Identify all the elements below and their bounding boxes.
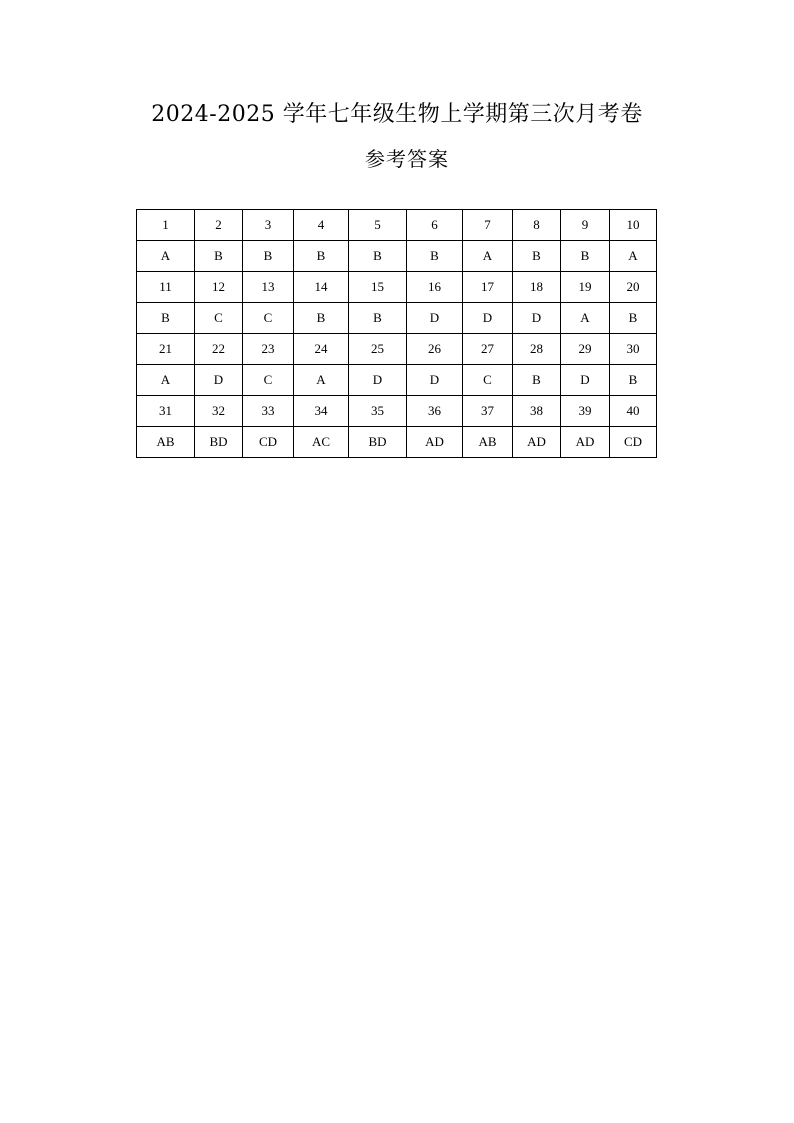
answer-cell: C <box>243 303 294 334</box>
answer-cell: C <box>195 303 243 334</box>
question-number-row <box>137 396 657 427</box>
question-number-cell: 3 <box>243 210 294 241</box>
answer-cell: B <box>195 241 243 272</box>
answer-cell: D <box>561 365 610 396</box>
question-number-cell: 39 <box>561 396 610 427</box>
answer-cell: D <box>463 303 513 334</box>
answer-cell: B <box>294 303 349 334</box>
answer-cell: B <box>513 365 561 396</box>
question-number-cell: 5 <box>349 210 407 241</box>
answer-cell: B <box>561 241 610 272</box>
question-number-cell: 19 <box>561 272 610 303</box>
answer-cell: B <box>243 241 294 272</box>
answer-cell: BD <box>349 427 407 458</box>
answer-cell: B <box>349 241 407 272</box>
question-number-cell: 32 <box>195 396 243 427</box>
question-number-cell: 25 <box>349 334 407 365</box>
question-number-cell: 18 <box>513 272 561 303</box>
answer-cell: AD <box>407 427 463 458</box>
answer-row <box>137 427 657 458</box>
answer-cell: A <box>137 365 195 396</box>
answer-cell: A <box>463 241 513 272</box>
question-number-cell: 35 <box>349 396 407 427</box>
answer-row <box>137 365 657 396</box>
answer-cell: D <box>349 365 407 396</box>
question-number-cell: 24 <box>294 334 349 365</box>
question-number-cell: 38 <box>513 396 561 427</box>
question-number-cell: 27 <box>463 334 513 365</box>
question-number-cell: 9 <box>561 210 610 241</box>
answer-table <box>136 209 657 458</box>
answer-cell: CD <box>610 427 657 458</box>
question-number-row <box>137 272 657 303</box>
question-number-cell: 12 <box>195 272 243 303</box>
answer-cell: B <box>610 365 657 396</box>
question-number-cell: 21 <box>137 334 195 365</box>
answer-cell: D <box>195 365 243 396</box>
page-title: 2024-2025 学年七年级生物上学期第三次月考卷 <box>151 102 643 127</box>
question-number-cell: 36 <box>407 396 463 427</box>
question-number-cell: 8 <box>513 210 561 241</box>
answer-cell: A <box>294 365 349 396</box>
question-number-cell: 16 <box>407 272 463 303</box>
question-number-cell: 26 <box>407 334 463 365</box>
question-number-cell: 40 <box>610 396 657 427</box>
question-number-cell: 13 <box>243 272 294 303</box>
question-number-cell: 11 <box>137 272 195 303</box>
answer-cell: AB <box>137 427 195 458</box>
page-subtitle: 参考答案 <box>365 147 449 171</box>
question-number-cell: 37 <box>463 396 513 427</box>
answer-cell: C <box>463 365 513 396</box>
answer-cell: BD <box>195 427 243 458</box>
answer-cell: B <box>513 241 561 272</box>
question-number-cell: 28 <box>513 334 561 365</box>
answer-cell: D <box>407 303 463 334</box>
question-number-cell: 10 <box>610 210 657 241</box>
answer-cell: AC <box>294 427 349 458</box>
answer-cell: B <box>294 241 349 272</box>
question-number-cell: 7 <box>463 210 513 241</box>
question-number-cell: 29 <box>561 334 610 365</box>
question-number-cell: 6 <box>407 210 463 241</box>
answer-cell: A <box>561 303 610 334</box>
answer-cell: C <box>243 365 294 396</box>
question-number-row <box>137 210 657 241</box>
question-number-cell: 31 <box>137 396 195 427</box>
answer-cell: AD <box>561 427 610 458</box>
question-number-cell: 23 <box>243 334 294 365</box>
question-number-cell: 30 <box>610 334 657 365</box>
answer-cell: D <box>407 365 463 396</box>
answer-cell: A <box>610 241 657 272</box>
question-number-row <box>137 334 657 365</box>
answer-cell: B <box>610 303 657 334</box>
question-number-cell: 4 <box>294 210 349 241</box>
answer-cell: B <box>407 241 463 272</box>
answer-cell: AD <box>513 427 561 458</box>
answer-cell: A <box>137 241 195 272</box>
answer-cell: B <box>349 303 407 334</box>
question-number-cell: 2 <box>195 210 243 241</box>
question-number-cell: 33 <box>243 396 294 427</box>
answer-cell: CD <box>243 427 294 458</box>
question-number-cell: 34 <box>294 396 349 427</box>
question-number-cell: 15 <box>349 272 407 303</box>
question-number-cell: 17 <box>463 272 513 303</box>
answer-cell: AB <box>463 427 513 458</box>
answer-cell: B <box>137 303 195 334</box>
question-number-cell: 14 <box>294 272 349 303</box>
answer-cell: D <box>513 303 561 334</box>
answer-row <box>137 241 657 272</box>
question-number-cell: 1 <box>137 210 195 241</box>
answer-row <box>137 303 657 334</box>
question-number-cell: 22 <box>195 334 243 365</box>
question-number-cell: 20 <box>610 272 657 303</box>
